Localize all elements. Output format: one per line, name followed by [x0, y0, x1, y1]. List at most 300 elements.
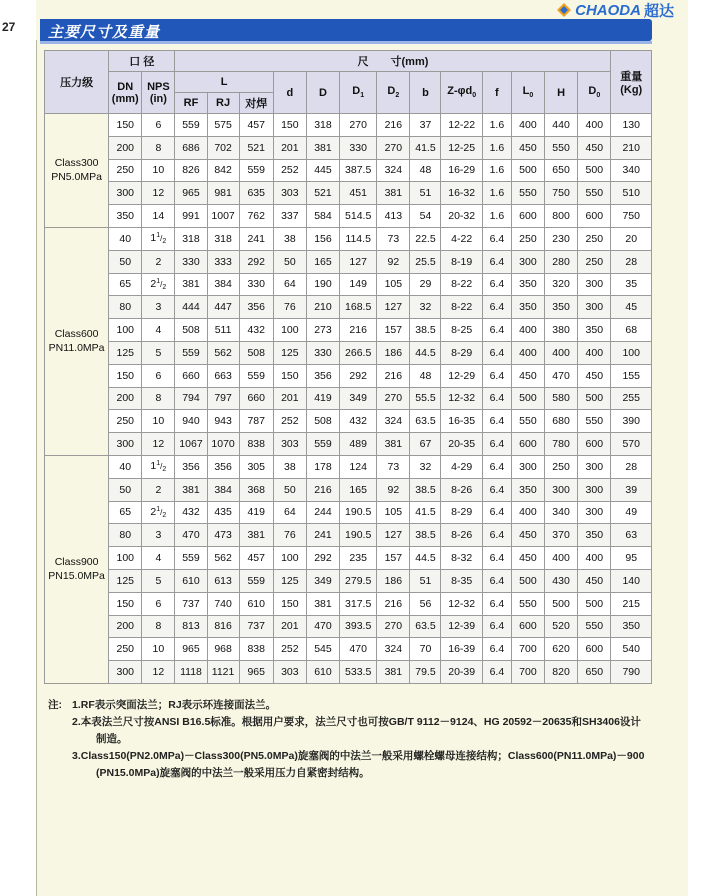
cell-b: 41.5 [410, 501, 441, 524]
cell-f: 6.4 [482, 341, 511, 364]
cell-nps: 4 [142, 319, 175, 342]
cell-z: 8-29 [441, 341, 482, 364]
header-butt-weld: 对焊 [239, 93, 273, 114]
cell-l0: 500 [511, 569, 544, 592]
cell-rj: 740 [207, 592, 239, 615]
cell-rf: 318 [175, 227, 207, 250]
cell-bw: 660 [239, 387, 273, 410]
cell-b: 29 [410, 273, 441, 296]
cell-bw: 610 [239, 592, 273, 615]
cell-z: 4-29 [441, 455, 482, 478]
cell-d: 545 [306, 638, 339, 661]
cell-d: 508 [306, 410, 339, 433]
notes-label: 注: [48, 699, 62, 711]
cell-rj: 511 [207, 319, 239, 342]
cell-dn: 125 [109, 569, 142, 592]
cell-rf: 381 [175, 273, 207, 296]
table-row [45, 296, 652, 319]
cell-z: 20-32 [441, 205, 482, 228]
table-row [45, 661, 652, 684]
cell-z: 12-32 [441, 387, 482, 410]
cell-d1: 279.5 [340, 569, 377, 592]
cell-rj: 318 [207, 227, 239, 250]
cell-dn: 200 [109, 387, 142, 410]
cell-dn: 65 [109, 501, 142, 524]
cell-d: 349 [306, 569, 339, 592]
margin-rule [36, 40, 37, 896]
cell-z: 8-22 [441, 296, 482, 319]
cell-bw: 635 [239, 182, 273, 205]
cell-w: 540 [611, 638, 652, 661]
cell-f: 6.4 [482, 387, 511, 410]
cell-h: 440 [545, 114, 578, 137]
cell-nps: 12 [142, 661, 175, 684]
cell-bw: 787 [239, 410, 273, 433]
cell-f: 6.4 [482, 478, 511, 501]
cell-d1: 270 [340, 114, 377, 137]
cell-b: 48 [410, 364, 441, 387]
cell-l0: 450 [511, 136, 544, 159]
cell-d0: 350 [578, 319, 611, 342]
cell-w: 130 [611, 114, 652, 137]
cell-d1: 127 [340, 250, 377, 273]
cell-nps: 2 [142, 250, 175, 273]
cell-nps: 4 [142, 547, 175, 570]
cell-d: 125 [273, 569, 306, 592]
cell-d: 201 [273, 387, 306, 410]
cell-h: 380 [545, 319, 578, 342]
cell-d: 273 [306, 319, 339, 342]
cell-bw: 762 [239, 205, 273, 228]
cell-f: 6.4 [482, 273, 511, 296]
cell-d: 50 [273, 250, 306, 273]
cell-d0: 300 [578, 455, 611, 478]
cell-w: 140 [611, 569, 652, 592]
cell-d2: 324 [377, 638, 410, 661]
cell-d0: 300 [578, 478, 611, 501]
cell-nps: 8 [142, 136, 175, 159]
cell-d: 381 [306, 592, 339, 615]
cell-bw: 838 [239, 433, 273, 456]
cell-f: 6.4 [482, 296, 511, 319]
header-l0: $L_0$ [511, 72, 544, 114]
cell-d1: 168.5 [340, 296, 377, 319]
cell-b: 22.5 [410, 227, 441, 250]
cell-d2: 73 [377, 227, 410, 250]
cell-h: 470 [545, 364, 578, 387]
cell-b: 48 [410, 159, 441, 182]
cell-d1: 489 [340, 433, 377, 456]
cell-b: 79.5 [410, 661, 441, 684]
cell-z: 8-29 [441, 501, 482, 524]
pressure-class-cell [45, 227, 109, 455]
cell-rf: 660 [175, 364, 207, 387]
cell-l0: 350 [511, 478, 544, 501]
cell-f: 1.6 [482, 182, 511, 205]
cell-rj: 333 [207, 250, 239, 273]
header-bolt-holes: $Z-\varphi d_0$ [441, 72, 482, 114]
cell-d: 216 [306, 478, 339, 501]
cell-bw: 559 [239, 569, 273, 592]
cell-rj: 816 [207, 615, 239, 638]
cell-rj: 435 [207, 501, 239, 524]
cell-dn: 40 [109, 227, 142, 250]
cell-d0: 600 [578, 433, 611, 456]
cell-l0: 600 [511, 615, 544, 638]
cell-l0: 600 [511, 433, 544, 456]
cell-d: 318 [306, 114, 339, 137]
header-weight: 重量 (Kg) [611, 51, 652, 114]
cell-d: 100 [273, 547, 306, 570]
cell-z: 12-25 [441, 136, 482, 159]
cell-w: 155 [611, 364, 652, 387]
cell-b: 32 [410, 296, 441, 319]
cell-l0: 450 [511, 524, 544, 547]
cell-bw: 737 [239, 615, 273, 638]
cell-d: 210 [306, 296, 339, 319]
cell-d: 64 [273, 501, 306, 524]
table-row [45, 387, 652, 410]
cell-dn: 250 [109, 638, 142, 661]
cell-d: 76 [273, 296, 306, 319]
cell-d0: 550 [578, 182, 611, 205]
cell-b: 41.5 [410, 136, 441, 159]
cell-nps: 6 [142, 114, 175, 137]
brand-name: CHAODA [575, 1, 641, 19]
cell-bw: 838 [239, 638, 273, 661]
cell-l0: 550 [511, 592, 544, 615]
cell-rj: 968 [207, 638, 239, 661]
cell-nps: 10 [142, 638, 175, 661]
cell-bw: 508 [239, 341, 273, 364]
cell-w: 39 [611, 478, 652, 501]
cell-d: 38 [273, 227, 306, 250]
cell-f: 6.4 [482, 524, 511, 547]
cell-d: 584 [306, 205, 339, 228]
cell-d2: 105 [377, 273, 410, 296]
cell-f: 6.4 [482, 569, 511, 592]
cell-b: 37 [410, 114, 441, 137]
table-row [45, 592, 652, 615]
cell-h: 800 [545, 205, 578, 228]
cell-dn: 100 [109, 547, 142, 570]
cell-l0: 350 [511, 296, 544, 319]
cell-l0: 400 [511, 319, 544, 342]
cell-rf: 381 [175, 478, 207, 501]
table-row [45, 524, 652, 547]
cell-nps: 10 [142, 159, 175, 182]
cell-d1: 330 [340, 136, 377, 159]
header-nps: NPS (in) [142, 72, 175, 114]
cell-d1: 451 [340, 182, 377, 205]
cell-f: 6.4 [482, 615, 511, 638]
header-d0: $D_0$ [578, 72, 611, 114]
cell-h: 620 [545, 638, 578, 661]
cell-rf: 559 [175, 341, 207, 364]
cell-d: 303 [273, 661, 306, 684]
cell-d: 470 [306, 615, 339, 638]
header-pressure-class: 压力级 [45, 51, 109, 114]
header-dimensions: 尺 寸(mm) [175, 51, 611, 72]
cell-l0: 550 [511, 410, 544, 433]
cell-dn: 350 [109, 205, 142, 228]
header-dn: DN (mm) [109, 72, 142, 114]
cell-d1: 292 [340, 364, 377, 387]
cell-f: 1.6 [482, 159, 511, 182]
cell-w: 750 [611, 205, 652, 228]
cell-d: 38 [273, 455, 306, 478]
cell-h: 350 [545, 296, 578, 319]
dimensions-weight-table [44, 50, 652, 684]
cell-b: 54 [410, 205, 441, 228]
cell-dn: 100 [109, 319, 142, 342]
cell-rf: 965 [175, 638, 207, 661]
table-row [45, 433, 652, 456]
cell-d2: 381 [377, 661, 410, 684]
cell-dn: 250 [109, 410, 142, 433]
header-bore: 口 径 [109, 51, 175, 72]
cell-rf: 826 [175, 159, 207, 182]
cell-w: 28 [611, 250, 652, 273]
cell-nps: 14 [142, 205, 175, 228]
cell-z: 8-26 [441, 524, 482, 547]
table-row [45, 615, 652, 638]
cell-d: 100 [273, 319, 306, 342]
cell-dn: 300 [109, 182, 142, 205]
cell-nps: 8 [142, 615, 175, 638]
cell-bw: 559 [239, 364, 273, 387]
cell-d: 292 [306, 547, 339, 570]
cell-rf: 610 [175, 569, 207, 592]
cell-l0: 400 [511, 114, 544, 137]
cell-rf: 559 [175, 114, 207, 137]
cell-d1: 349 [340, 387, 377, 410]
cell-w: 28 [611, 455, 652, 478]
cell-d: 150 [273, 592, 306, 615]
table-row [45, 114, 652, 137]
cell-nps: 5 [142, 569, 175, 592]
cell-nps: $2^1/_2$ [142, 501, 175, 524]
cell-d: 559 [306, 433, 339, 456]
cell-d1: 266.5 [340, 341, 377, 364]
cell-h: 550 [545, 136, 578, 159]
header-b: b [410, 72, 441, 114]
cell-l0: 600 [511, 205, 544, 228]
cell-d: 521 [306, 182, 339, 205]
cell-d1: 190.5 [340, 501, 377, 524]
cell-dn: 200 [109, 615, 142, 638]
cell-d1: 470 [340, 638, 377, 661]
cell-rf: 794 [175, 387, 207, 410]
cell-d: 303 [273, 182, 306, 205]
cell-f: 1.6 [482, 114, 511, 137]
cell-d2: 216 [377, 364, 410, 387]
cell-l0: 550 [511, 182, 544, 205]
cell-rj: 613 [207, 569, 239, 592]
cell-d: 201 [273, 136, 306, 159]
cell-d: 610 [306, 661, 339, 684]
cell-l0: 300 [511, 455, 544, 478]
cell-d0: 500 [578, 387, 611, 410]
cell-dn: 80 [109, 524, 142, 547]
table-row [45, 227, 652, 250]
cell-b: 56 [410, 592, 441, 615]
cell-rj: 797 [207, 387, 239, 410]
cell-h: 400 [545, 341, 578, 364]
cell-nps: 12 [142, 433, 175, 456]
cell-d0: 300 [578, 296, 611, 319]
cell-dn: 150 [109, 114, 142, 137]
cell-d0: 450 [578, 364, 611, 387]
cell-nps: 3 [142, 296, 175, 319]
cell-nps: $1^1/_2$ [142, 227, 175, 250]
cell-z: 8-19 [441, 250, 482, 273]
cell-rf: 356 [175, 455, 207, 478]
cell-d2: 413 [377, 205, 410, 228]
class-label: Class900 [54, 556, 99, 569]
title-underline [40, 41, 652, 44]
cell-b: 38.5 [410, 478, 441, 501]
table-row [45, 501, 652, 524]
cell-h: 580 [545, 387, 578, 410]
cell-f: 6.4 [482, 319, 511, 342]
cell-bw: 330 [239, 273, 273, 296]
cell-z: 8-22 [441, 273, 482, 296]
cell-rj: 1121 [207, 661, 239, 684]
cell-rf: 1067 [175, 433, 207, 456]
header-rj: RJ [207, 93, 239, 114]
cell-w: 49 [611, 501, 652, 524]
cell-d1: 114.5 [340, 227, 377, 250]
header-d2: $D_2$ [377, 72, 410, 114]
cell-b: 67 [410, 433, 441, 456]
cell-rj: 447 [207, 296, 239, 319]
table-row [45, 273, 652, 296]
cell-l0: 450 [511, 547, 544, 570]
cell-d: 252 [273, 159, 306, 182]
cell-d1: 514.5 [340, 205, 377, 228]
table-row [45, 410, 652, 433]
cell-d: 76 [273, 524, 306, 547]
cell-bw: 241 [239, 227, 273, 250]
cell-d: 252 [273, 410, 306, 433]
cell-d2: 157 [377, 319, 410, 342]
cell-rj: 473 [207, 524, 239, 547]
class-label: Class600 [54, 328, 99, 341]
cell-h: 400 [545, 547, 578, 570]
section-title: 主要尺寸及重量 [48, 24, 161, 41]
cell-d: 150 [273, 114, 306, 137]
cell-d0: 300 [578, 273, 611, 296]
notes-block [48, 697, 658, 782]
cell-d0: 400 [578, 547, 611, 570]
cell-d0: 500 [578, 592, 611, 615]
cell-rj: 562 [207, 341, 239, 364]
cell-nps: 6 [142, 592, 175, 615]
cell-d: 356 [306, 364, 339, 387]
cell-b: 44.5 [410, 547, 441, 570]
cell-h: 430 [545, 569, 578, 592]
cell-rj: 1070 [207, 433, 239, 456]
cell-d2: 105 [377, 501, 410, 524]
cell-l0: 400 [511, 501, 544, 524]
cell-w: 35 [611, 273, 652, 296]
cell-h: 680 [545, 410, 578, 433]
cell-nps: 12 [142, 182, 175, 205]
cell-h: 300 [545, 478, 578, 501]
cell-z: 4-22 [441, 227, 482, 250]
cell-rf: 991 [175, 205, 207, 228]
pressure-class-cell [45, 114, 109, 228]
cell-l0: 700 [511, 638, 544, 661]
cell-h: 500 [545, 592, 578, 615]
cell-d1: 216 [340, 319, 377, 342]
cell-d1: 235 [340, 547, 377, 570]
cell-f: 6.4 [482, 592, 511, 615]
header-d-large: D [306, 72, 339, 114]
cell-b: 70 [410, 638, 441, 661]
cell-rj: 842 [207, 159, 239, 182]
cell-b: 44.5 [410, 341, 441, 364]
cell-w: 255 [611, 387, 652, 410]
cell-d2: 270 [377, 136, 410, 159]
cell-f: 6.4 [482, 547, 511, 570]
cell-nps: 6 [142, 364, 175, 387]
cell-nps: 10 [142, 410, 175, 433]
cell-d: 244 [306, 501, 339, 524]
cell-d: 337 [273, 205, 306, 228]
cell-d1: 432 [340, 410, 377, 433]
cell-d: 252 [273, 638, 306, 661]
cell-z: 8-35 [441, 569, 482, 592]
cell-d2: 381 [377, 433, 410, 456]
cell-dn: 300 [109, 433, 142, 456]
cell-w: 45 [611, 296, 652, 319]
cell-h: 370 [545, 524, 578, 547]
cell-f: 6.4 [482, 250, 511, 273]
table-row [45, 341, 652, 364]
cell-nps: $2^1/_2$ [142, 273, 175, 296]
cell-dn: 40 [109, 455, 142, 478]
cell-nps: 2 [142, 478, 175, 501]
cell-d: 190 [306, 273, 339, 296]
cell-l0: 500 [511, 387, 544, 410]
cell-rj: 943 [207, 410, 239, 433]
cell-bw: 368 [239, 478, 273, 501]
cell-rj: 663 [207, 364, 239, 387]
cell-d: 201 [273, 615, 306, 638]
cell-b: 32 [410, 455, 441, 478]
cell-f: 6.4 [482, 638, 511, 661]
cell-l0: 450 [511, 364, 544, 387]
cell-h: 280 [545, 250, 578, 273]
cell-d0: 400 [578, 341, 611, 364]
cell-d0: 550 [578, 615, 611, 638]
cell-z: 12-39 [441, 615, 482, 638]
cell-rf: 559 [175, 547, 207, 570]
cell-d0: 600 [578, 205, 611, 228]
cell-dn: 50 [109, 478, 142, 501]
cell-d1: 533.5 [340, 661, 377, 684]
cell-d0: 300 [578, 501, 611, 524]
cell-d0: 650 [578, 661, 611, 684]
cell-w: 95 [611, 547, 652, 570]
cell-f: 1.6 [482, 136, 511, 159]
cell-dn: 65 [109, 273, 142, 296]
cell-d0: 550 [578, 410, 611, 433]
cell-d: 330 [306, 341, 339, 364]
table-row [45, 136, 652, 159]
